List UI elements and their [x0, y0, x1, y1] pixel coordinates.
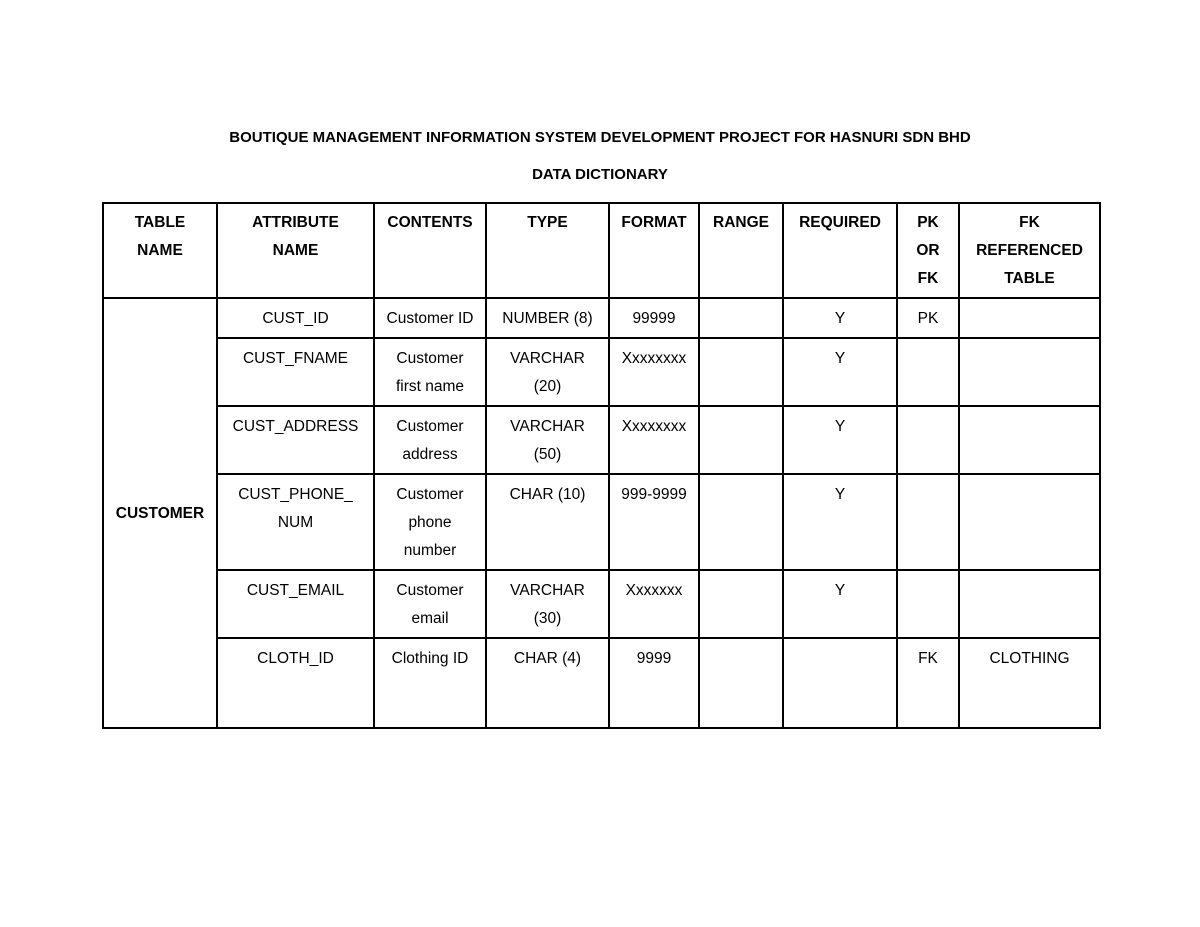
- header-line: NAME: [272, 242, 319, 259]
- contents-line: Customer: [396, 418, 464, 435]
- header-fk-referenced-table: [959, 203, 1100, 298]
- type-line: NUMBER (8): [502, 310, 593, 327]
- contents-cell: [374, 638, 486, 728]
- format-cell: Xxxxxxxx: [609, 406, 699, 474]
- header-line: FK: [917, 270, 939, 287]
- header-line: TABLE: [1004, 270, 1055, 287]
- attribute-line: CUST_EMAIL: [246, 582, 345, 599]
- header-line: TABLE: [134, 214, 186, 231]
- type-line: VARCHAR: [510, 582, 585, 599]
- table-row: [103, 570, 1100, 638]
- header-table-name: [103, 203, 217, 298]
- contents-line: Customer: [396, 582, 464, 599]
- type-cell: [486, 406, 609, 474]
- contents-line: Clothing ID: [391, 650, 469, 667]
- header-required: [783, 203, 897, 298]
- attribute-cell: [217, 638, 374, 728]
- contents-line: Customer: [396, 350, 464, 367]
- contents-line: address: [402, 446, 458, 463]
- fk-table-cell: [959, 474, 1100, 570]
- pk-fk-cell: [897, 338, 959, 406]
- contents-cell: [374, 474, 486, 570]
- table-row: [103, 338, 1100, 406]
- range-cell: [699, 570, 783, 638]
- contents-line: Customer ID: [386, 310, 474, 327]
- fk-table-cell: [959, 338, 1100, 406]
- contents-cell: [374, 570, 486, 638]
- header-line: FK: [1019, 214, 1040, 231]
- document-subtitle: DATA DICTIONARY: [532, 166, 668, 183]
- attribute-cell: [217, 406, 374, 474]
- table-header-row: [103, 203, 1100, 298]
- required-cell: [783, 638, 897, 728]
- header-line: CONTENTS: [387, 214, 473, 231]
- contents-line: phone: [408, 514, 452, 531]
- pk-fk-cell: [897, 474, 959, 570]
- type-line: CHAR (10): [509, 486, 586, 503]
- header-line: FORMAT: [621, 214, 687, 231]
- table-row: [103, 298, 1100, 338]
- pk-fk-cell: PK: [897, 298, 959, 338]
- type-cell: [486, 570, 609, 638]
- attribute-cell: [217, 338, 374, 406]
- range-cell: [699, 338, 783, 406]
- attribute-line: NUM: [277, 514, 314, 531]
- required-cell: Y: [783, 406, 897, 474]
- format-cell: Xxxxxxxx: [609, 338, 699, 406]
- header-line: REQUIRED: [799, 214, 881, 231]
- range-cell: [699, 406, 783, 474]
- type-cell: [486, 638, 609, 728]
- fk-table-cell: [959, 298, 1100, 338]
- header-line: ATTRIBUTE: [252, 214, 339, 231]
- attribute-line: CUST_ADDRESS: [232, 418, 359, 435]
- contents-cell: [374, 406, 486, 474]
- type-cell: [486, 298, 609, 338]
- format-cell: 99999: [609, 298, 699, 338]
- contents-cell: [374, 298, 486, 338]
- contents-cell: [374, 338, 486, 406]
- fk-table-cell: [959, 406, 1100, 474]
- fk-table-cell: CLOTHING: [959, 638, 1100, 728]
- required-cell: Y: [783, 474, 897, 570]
- range-cell: [699, 638, 783, 728]
- type-cell: [486, 338, 609, 406]
- type-line: (50): [533, 446, 562, 463]
- type-cell: [486, 474, 609, 570]
- header-line: REFERENCED: [976, 242, 1083, 259]
- attribute-cell: [217, 474, 374, 570]
- header-pk-or-fk: [897, 203, 959, 298]
- type-line: VARCHAR: [510, 418, 585, 435]
- fk-table-cell: [959, 570, 1100, 638]
- table-row: [103, 406, 1100, 474]
- pk-fk-cell: [897, 406, 959, 474]
- range-cell: [699, 474, 783, 570]
- header-line: PK: [917, 214, 939, 231]
- header-line: RANGE: [713, 214, 769, 231]
- table-name-cell: CUSTOMER: [103, 298, 217, 728]
- type-line: (30): [533, 610, 562, 627]
- attribute-line: CLOTH_ID: [257, 650, 334, 667]
- type-line: VARCHAR: [510, 350, 585, 367]
- contents-line: number: [403, 542, 457, 559]
- required-cell: Y: [783, 570, 897, 638]
- range-cell: [699, 298, 783, 338]
- pk-fk-cell: FK: [897, 638, 959, 728]
- header-attribute-name: [217, 203, 374, 298]
- contents-line: Customer: [396, 486, 464, 503]
- attribute-line: CUST_FNAME: [242, 350, 349, 367]
- format-cell: Xxxxxxx: [609, 570, 699, 638]
- table-row: [103, 474, 1100, 570]
- type-line: CHAR (4): [513, 650, 582, 667]
- header-line: OR: [916, 242, 940, 259]
- attribute-cell: [217, 298, 374, 338]
- contents-line: email: [411, 610, 449, 627]
- header-format: [609, 203, 699, 298]
- pk-fk-cell: [897, 570, 959, 638]
- header-line: TYPE: [527, 214, 568, 231]
- header-line: NAME: [137, 242, 183, 259]
- table-row: [103, 638, 1100, 728]
- contents-line: first name: [395, 378, 465, 395]
- header-contents: [374, 203, 486, 298]
- header-type: [486, 203, 609, 298]
- data-dictionary-table: [102, 202, 1101, 729]
- format-cell: 999-9999: [609, 474, 699, 570]
- attribute-line: CUST_ID: [262, 310, 329, 327]
- required-cell: Y: [783, 338, 897, 406]
- type-line: (20): [533, 378, 562, 395]
- attribute-line: CUST_PHONE_: [238, 486, 353, 503]
- format-cell: 9999: [609, 638, 699, 728]
- header-range: [699, 203, 783, 298]
- required-cell: Y: [783, 298, 897, 338]
- document-title: BOUTIQUE MANAGEMENT INFORMATION SYSTEM DEVELOPMENT PROJECT FOR HASNURI SDN BHD: [229, 129, 971, 146]
- attribute-cell: [217, 570, 374, 638]
